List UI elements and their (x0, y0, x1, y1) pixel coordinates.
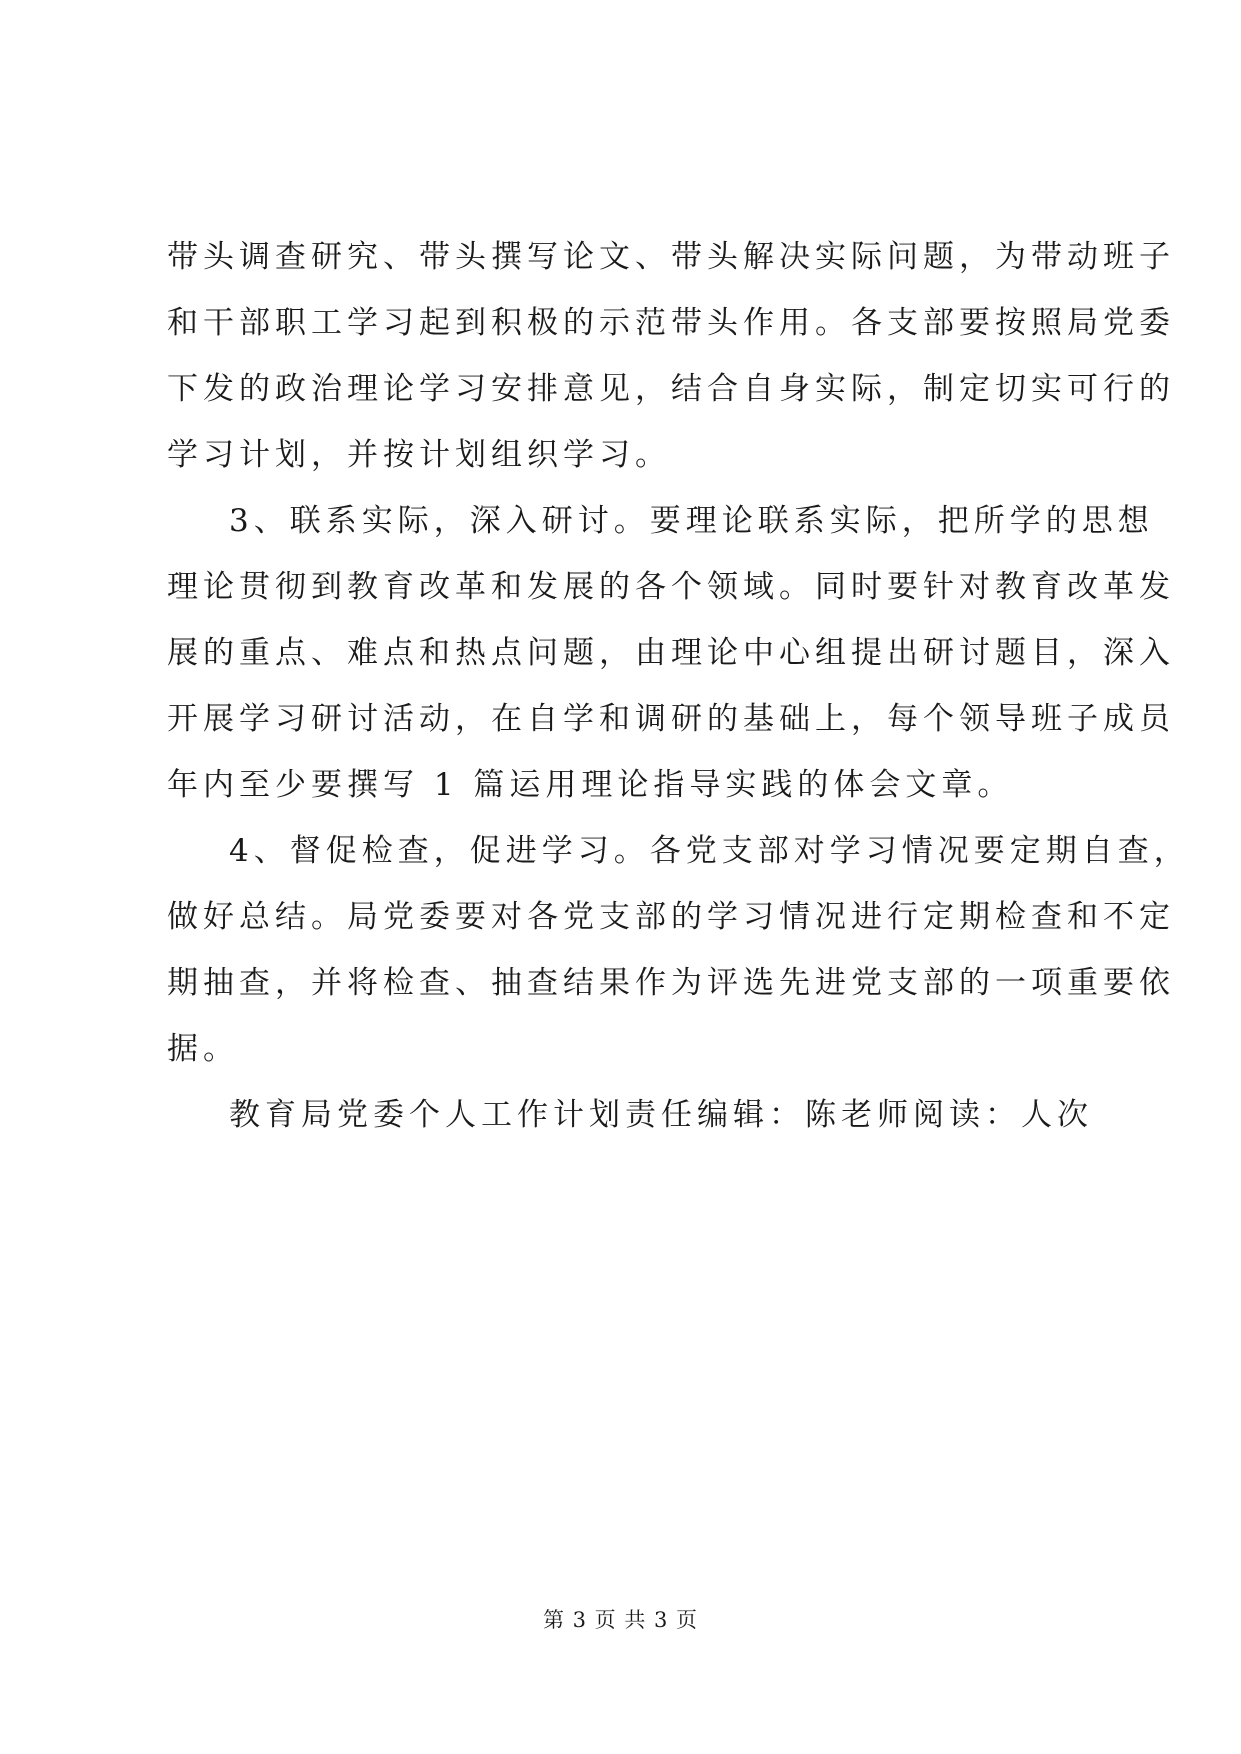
editor-credit-line: 教育局党委个人工作计划责任编辑：陈老师阅读：人次 (229, 1097, 1093, 1133)
page-number-footer: 第 3 页 共 3 页 (542, 1608, 699, 1632)
paragraph-line: 年内至少要撰写 1 篇运用理论指导实践的体会文章。 (167, 767, 1014, 803)
paragraph-line: 3、联系实际，深入研讨。要理论联系实际，把所学的思想 (229, 503, 1154, 539)
paragraph-line: 4、督促检查，促进学习。各党支部对学习情况要定期自查， (229, 833, 1190, 869)
paragraph-line: 下发的政治理论学习安排意见，结合自身实际，制定切实可行的 (167, 371, 1175, 407)
document-body (167, 224, 1190, 1148)
paragraph-line: 期抽查，并将检查、抽查结果作为评选先进党支部的一项重要依 (167, 965, 1175, 1001)
paragraph-line: 和干部职工学习起到积极的示范带头作用。各支部要按照局党委 (167, 305, 1175, 341)
paragraph-line: 学习计划，并按计划组织学习。 (167, 437, 671, 473)
paragraph-line: 理论贯彻到教育改革和发展的各个领域。同时要针对教育改革发 (167, 569, 1175, 605)
paragraph-line: 做好总结。局党委要对各党支部的学习情况进行定期检查和不定 (167, 899, 1175, 935)
paragraph-line: 展的重点、难点和热点问题，由理论中心组提出研讨题目，深入 (167, 635, 1175, 671)
paragraph-line: 带头调查研究、带头撰写论文、带头解决实际问题，为带动班子 (167, 239, 1175, 275)
paragraph-line: 开展学习研讨活动，在自学和调研的基础上，每个领导班子成员 (167, 701, 1175, 737)
paragraph-line: 据。 (167, 1031, 239, 1067)
